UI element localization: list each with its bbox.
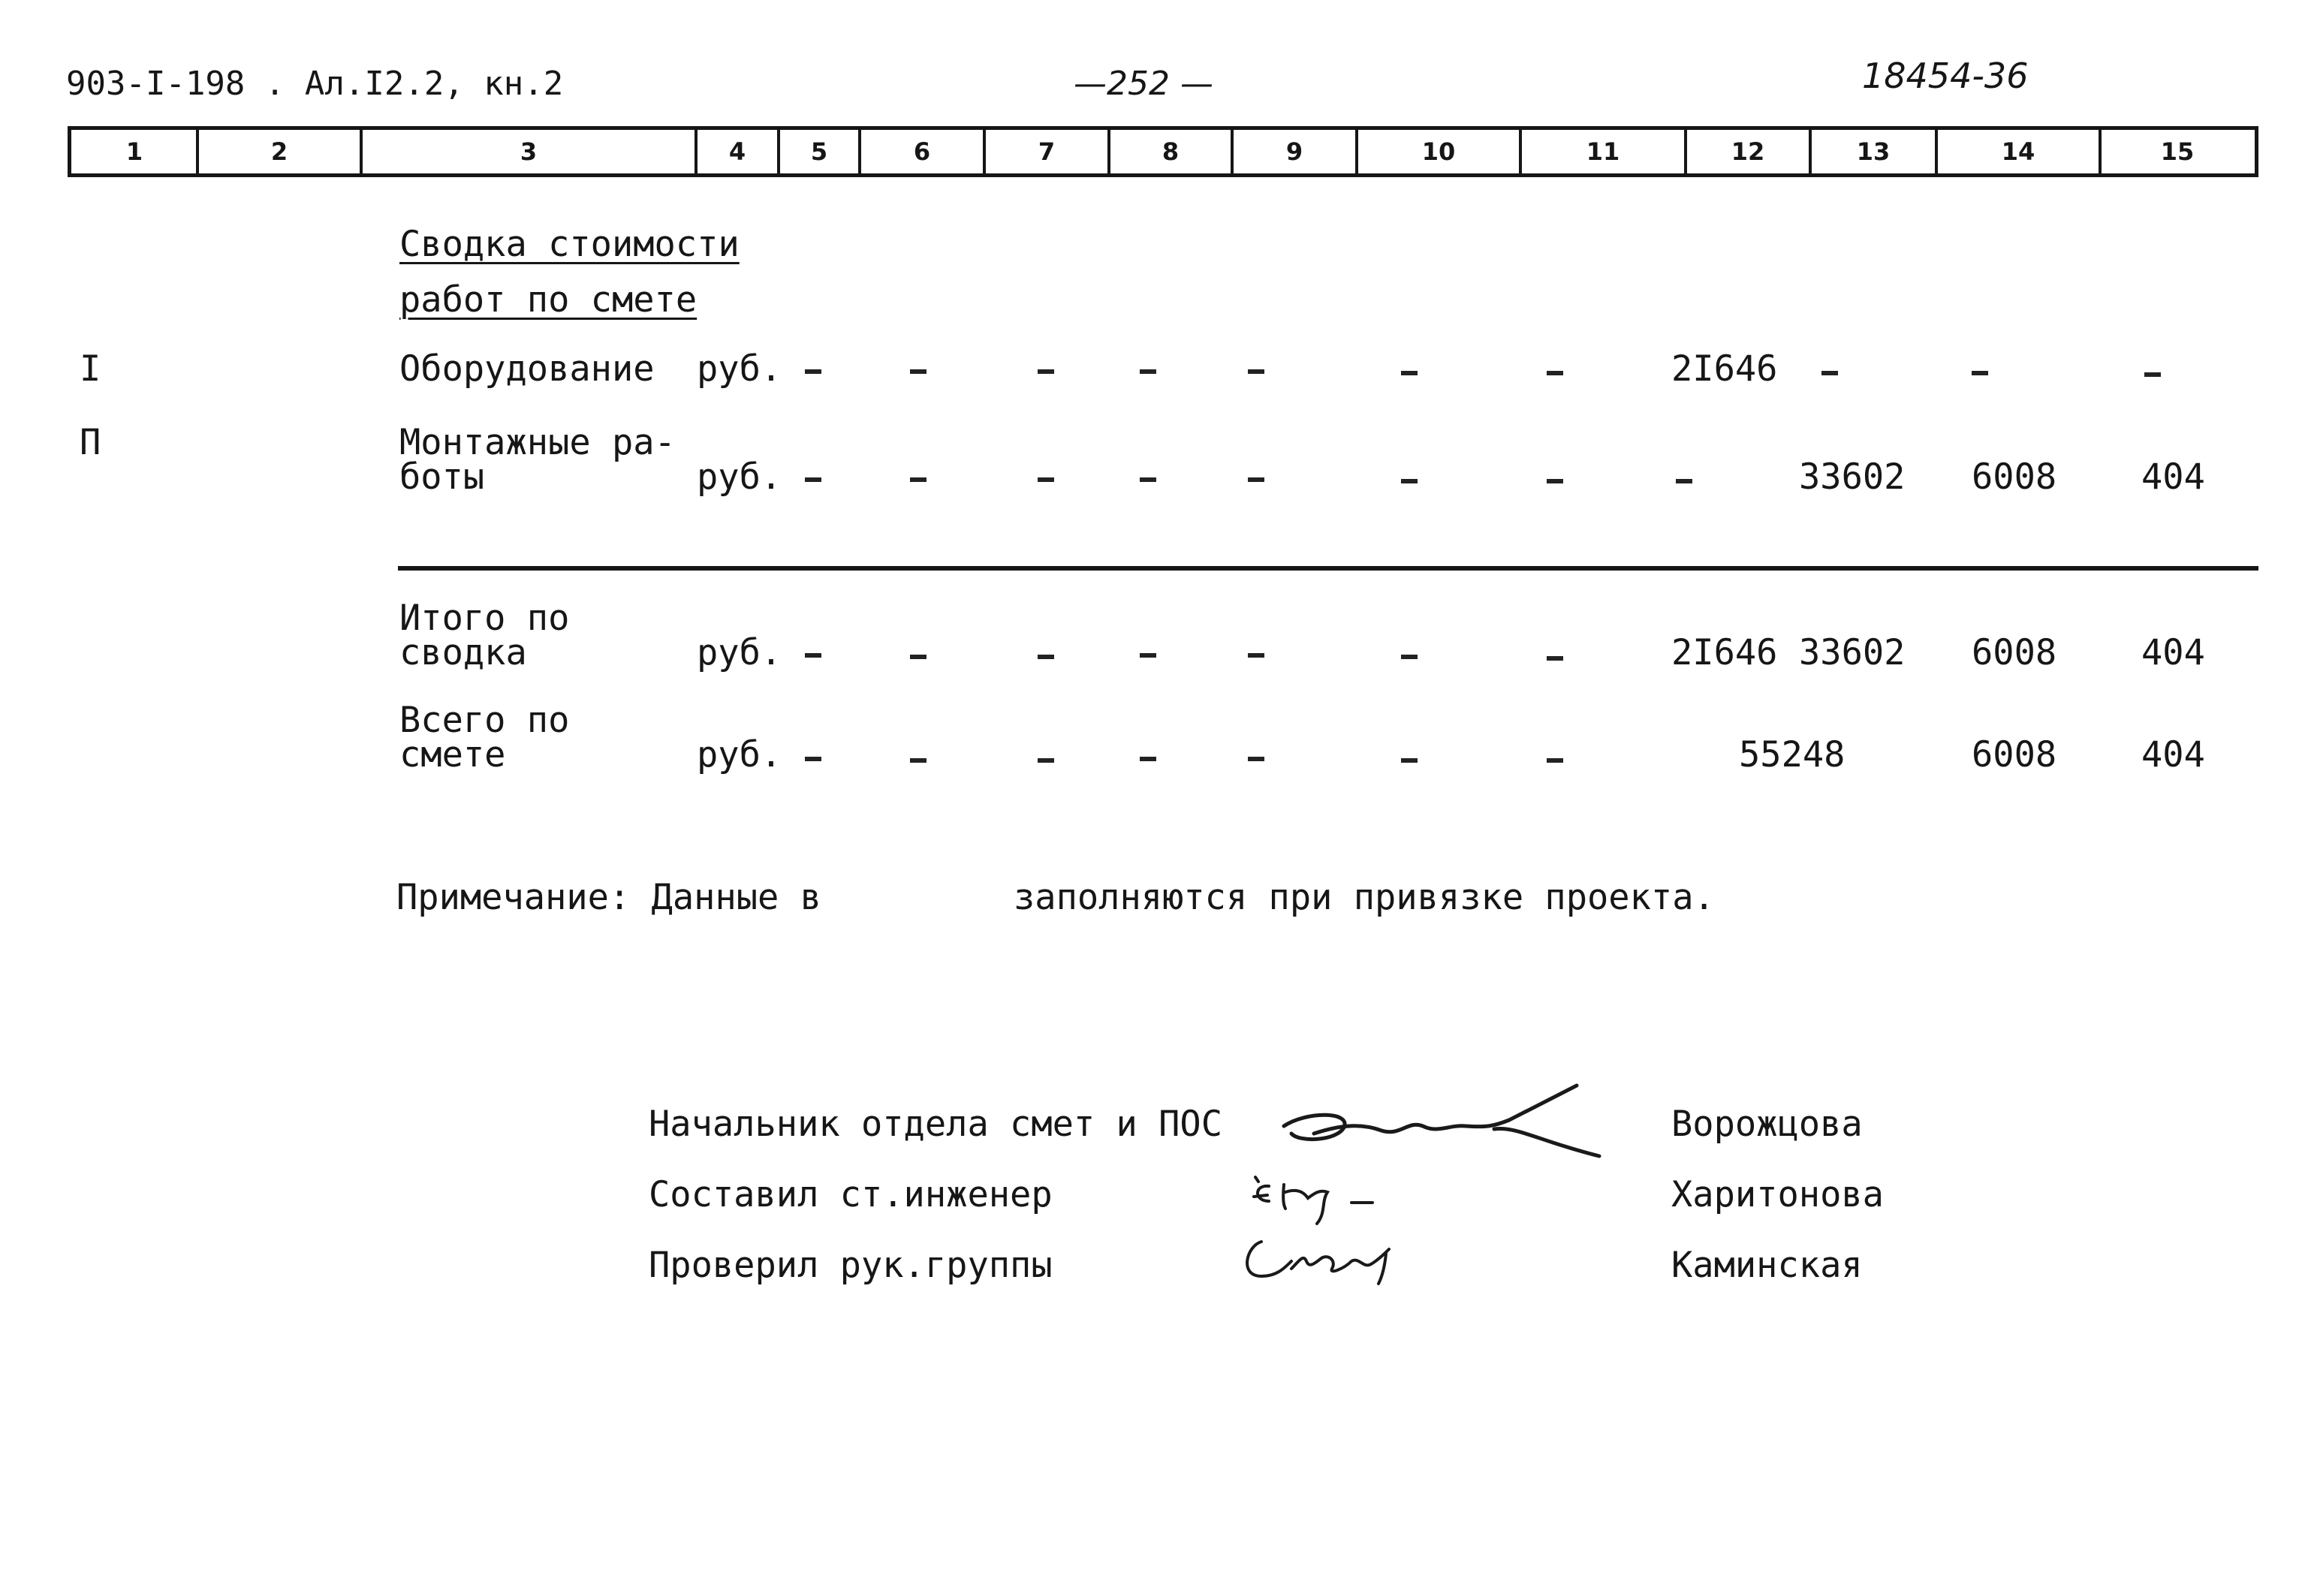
column-header-4: 4 <box>728 137 746 166</box>
totals-divider <box>398 566 2258 571</box>
handwritten-signature-head <box>1269 1081 1614 1171</box>
total-name-line-2: сводка <box>399 632 527 673</box>
handwritten-signature-group-lead <box>1231 1231 1457 1291</box>
column-header-15: 15 <box>2160 137 2195 166</box>
total-value-col13: 33602 <box>1799 632 1906 673</box>
total-value-col15: 404 <box>2141 632 2205 673</box>
column-header-14: 14 <box>2001 137 2035 166</box>
column-header-6: 6 <box>913 137 931 166</box>
row-name: Оборудование <box>399 348 655 390</box>
section-title-line-2: работ по смете <box>399 279 698 321</box>
row-number: I <box>80 348 101 390</box>
grand-total-value-col15: 404 <box>2141 734 2205 775</box>
handwritten-signature-engineer <box>1239 1171 1464 1231</box>
column-header-13: 13 <box>1856 137 1891 166</box>
column-header-2: 2 <box>270 137 288 166</box>
grand-total-name-line-1: Всего по <box>399 700 570 741</box>
column-header-9: 9 <box>1285 137 1303 166</box>
row-value-col12: 2I646 <box>1671 348 1778 390</box>
archive-number: 18454-36 <box>1862 56 2029 96</box>
column-header-12: 12 <box>1731 137 1765 166</box>
row-value-col14: 6008 <box>1972 456 2057 498</box>
total-unit: руб. <box>697 632 782 673</box>
column-header-1: 1 <box>125 137 143 166</box>
row-unit: руб. <box>697 348 782 390</box>
section-title-line-1: Сводка стоимости <box>399 224 740 265</box>
row-value-col13: 33602 <box>1799 456 1906 498</box>
signature-name-head: Ворожцова <box>1671 1104 1863 1145</box>
row-name-line-1: Монтажные ра- <box>399 422 676 463</box>
column-header-7: 7 <box>1038 137 1056 166</box>
grand-total-unit: руб. <box>697 734 782 775</box>
grand-total-name-line-2: смете <box>399 734 506 775</box>
note-label: Примечание: Данные в <box>396 877 821 918</box>
signature-role-head: Начальник отдела смет и ПОС <box>649 1104 1223 1145</box>
row-name-line-2: боты <box>399 456 485 498</box>
document-code: 903-I-198 . Ал.I2.2, кн.2 <box>66 65 564 103</box>
total-value-col14: 6008 <box>1972 632 2057 673</box>
row-value-col15: 404 <box>2141 456 2205 498</box>
grand-total-value-col14: 6008 <box>1972 734 2057 775</box>
column-header-8: 8 <box>1162 137 1180 166</box>
signature-name-group-lead: Каминская <box>1671 1245 1863 1286</box>
column-header-5: 5 <box>810 137 828 166</box>
page-number: —252 — <box>1074 65 1213 103</box>
column-header-3: 3 <box>520 137 538 166</box>
row-number: П <box>80 422 101 463</box>
grand-total-value-col12-13: 55248 <box>1739 734 1846 775</box>
column-number-strip <box>68 126 2258 177</box>
total-value-col12: 2I646 <box>1671 632 1778 673</box>
note-text: заполняются при привязке проекта. <box>1014 877 1715 918</box>
column-header-10: 10 <box>1421 137 1456 166</box>
column-header-11: 11 <box>1586 137 1620 166</box>
total-name-line-1: Итого по <box>399 598 570 639</box>
signature-name-engineer: Харитонова <box>1671 1174 1884 1215</box>
signature-role-group-lead: Проверил рук.группы <box>649 1245 1053 1286</box>
signature-role-engineer: Составил ст.инженер <box>649 1174 1053 1215</box>
row-unit: руб. <box>697 456 782 498</box>
